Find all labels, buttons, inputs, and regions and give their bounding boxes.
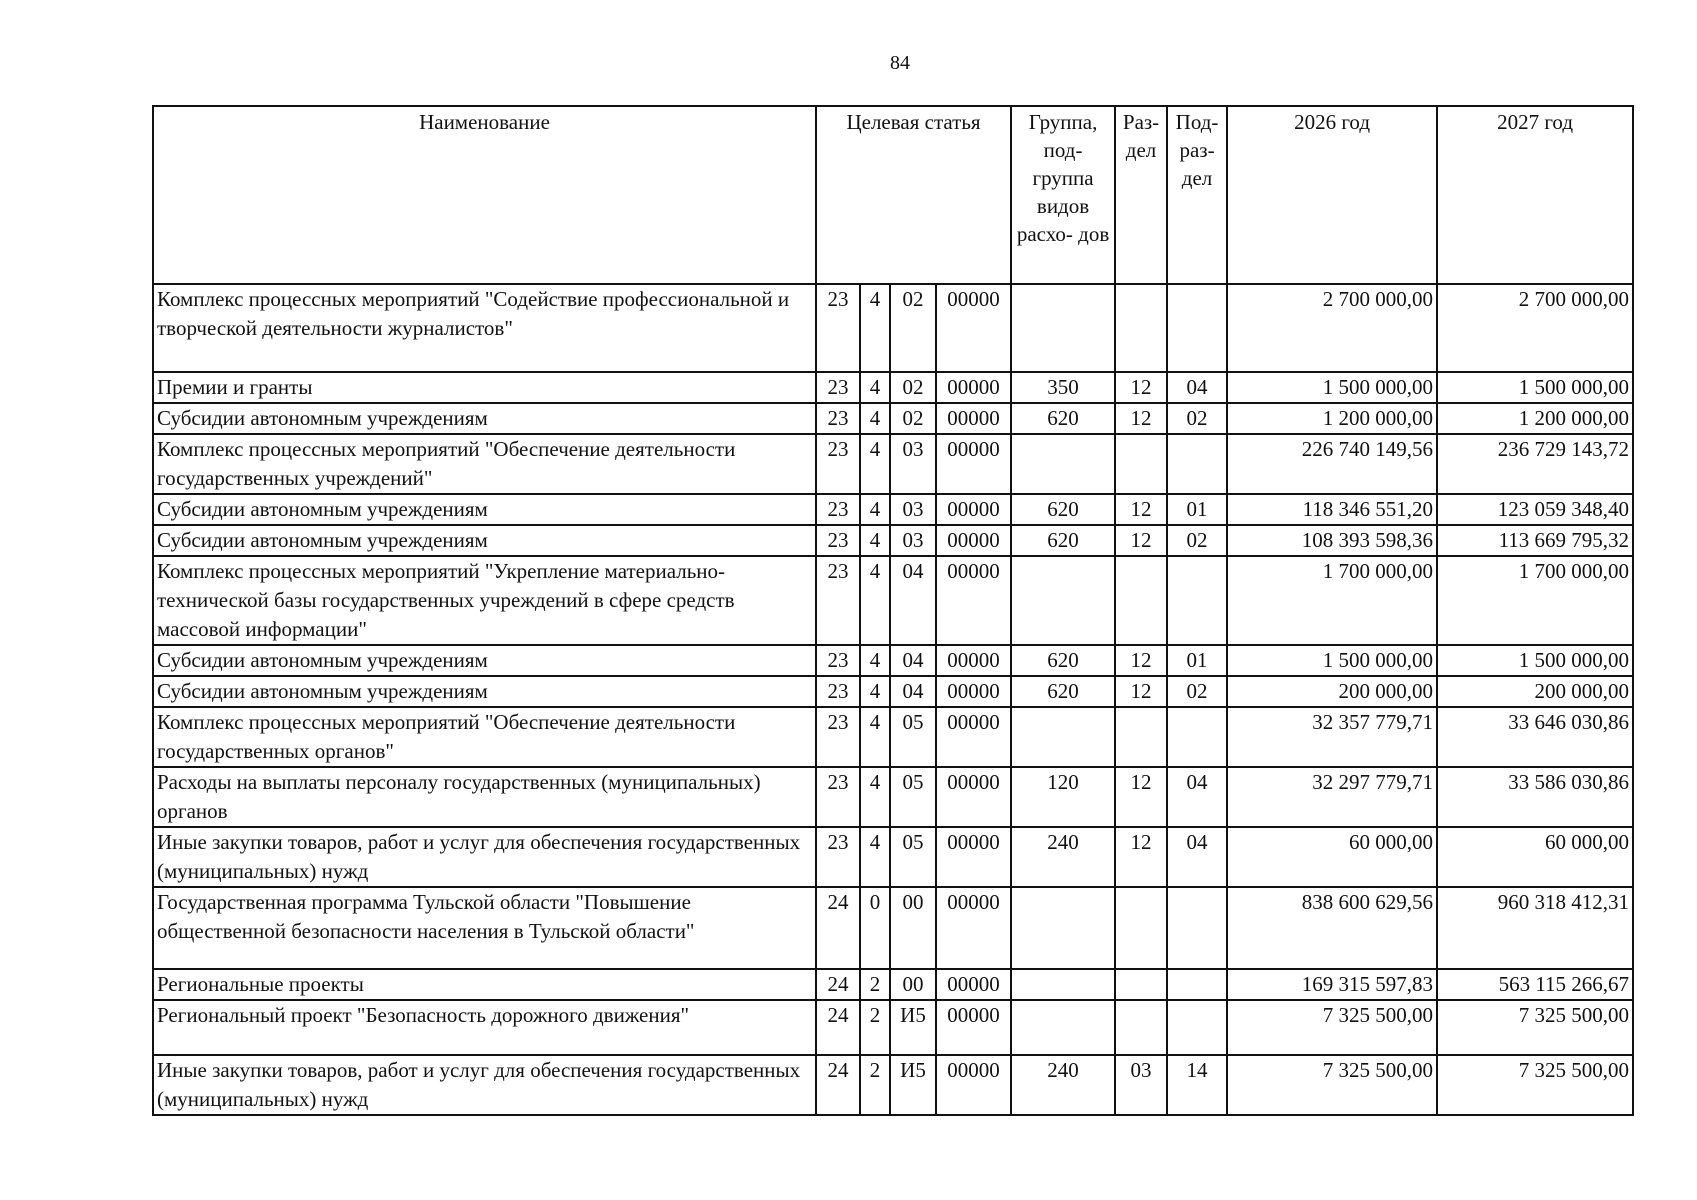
amount-2027: 1 500 000,00 bbox=[1437, 372, 1633, 403]
subsection-code bbox=[1167, 284, 1227, 372]
header-name: Наименование bbox=[153, 106, 816, 284]
table-row bbox=[153, 1055, 1633, 1115]
amount-2027: 7 325 500,00 bbox=[1437, 1055, 1633, 1115]
target-direction: 00000 bbox=[936, 403, 1011, 434]
expense-group: 120 bbox=[1011, 767, 1115, 827]
expense-group bbox=[1011, 284, 1115, 372]
amount-2027: 33 646 030,86 bbox=[1437, 707, 1633, 767]
section-code: 12 bbox=[1115, 403, 1167, 434]
target-subprogram: 4 bbox=[860, 525, 890, 556]
subsection-code: 14 bbox=[1167, 1055, 1227, 1115]
target-direction: 00000 bbox=[936, 827, 1011, 887]
amount-2026: 7 325 500,00 bbox=[1227, 1055, 1437, 1115]
section-code bbox=[1115, 434, 1167, 494]
expense-group: 620 bbox=[1011, 525, 1115, 556]
expense-group bbox=[1011, 707, 1115, 767]
section-code: 12 bbox=[1115, 767, 1167, 827]
header-expense-group: Группа, под- группа видов расхо- дов bbox=[1011, 106, 1115, 284]
target-event: 05 bbox=[890, 707, 936, 767]
amount-2026: 226 740 149,56 bbox=[1227, 434, 1437, 494]
amount-2026: 1 500 000,00 bbox=[1227, 372, 1437, 403]
target-direction: 00000 bbox=[936, 434, 1011, 494]
target-event: 05 bbox=[890, 767, 936, 827]
target-program: 23 bbox=[816, 707, 860, 767]
target-event: И5 bbox=[890, 1000, 936, 1055]
row-name: Государственная программа Тульской области "Повышение общественной безопасности населения в Тульской области" bbox=[153, 887, 816, 969]
target-direction: 00000 bbox=[936, 969, 1011, 1000]
row-name: Субсидии автономным учреждениям bbox=[153, 676, 816, 707]
subsection-code bbox=[1167, 887, 1227, 969]
amount-2026: 200 000,00 bbox=[1227, 676, 1437, 707]
section-code: 12 bbox=[1115, 372, 1167, 403]
target-direction: 00000 bbox=[936, 887, 1011, 969]
amount-2027: 113 669 795,32 bbox=[1437, 525, 1633, 556]
target-direction: 00000 bbox=[936, 707, 1011, 767]
section-code bbox=[1115, 556, 1167, 645]
amount-2027: 2 700 000,00 bbox=[1437, 284, 1633, 372]
target-event: 04 bbox=[890, 645, 936, 676]
amount-2027: 33 586 030,86 bbox=[1437, 767, 1633, 827]
header-year-2026: 2026 год bbox=[1227, 106, 1437, 284]
row-name: Субсидии автономным учреждениям bbox=[153, 645, 816, 676]
subsection-code: 02 bbox=[1167, 525, 1227, 556]
target-subprogram: 4 bbox=[860, 434, 890, 494]
target-program: 24 bbox=[816, 1055, 860, 1115]
table-row bbox=[153, 707, 1633, 767]
target-subprogram: 2 bbox=[860, 1055, 890, 1115]
target-subprogram: 2 bbox=[860, 969, 890, 1000]
amount-2027: 123 059 348,40 bbox=[1437, 494, 1633, 525]
section-code: 12 bbox=[1115, 525, 1167, 556]
subsection-code: 04 bbox=[1167, 372, 1227, 403]
target-event: 03 bbox=[890, 434, 936, 494]
target-event: 04 bbox=[890, 676, 936, 707]
amount-2026: 32 357 779,71 bbox=[1227, 707, 1437, 767]
target-subprogram: 0 bbox=[860, 887, 890, 969]
target-event: 02 bbox=[890, 284, 936, 372]
row-name: Комплекс процессных мероприятий "Обеспечение деятельности государственных учреждений" bbox=[153, 434, 816, 494]
row-name: Премии и гранты bbox=[153, 372, 816, 403]
amount-2026: 1 200 000,00 bbox=[1227, 403, 1437, 434]
row-name: Расходы на выплаты персоналу государственных (муниципальных) органов bbox=[153, 767, 816, 827]
row-name: Субсидии автономным учреждениям bbox=[153, 403, 816, 434]
amount-2027: 1 700 000,00 bbox=[1437, 556, 1633, 645]
target-subprogram: 4 bbox=[860, 556, 890, 645]
table-row bbox=[153, 556, 1633, 645]
amount-2026: 7 325 500,00 bbox=[1227, 1000, 1437, 1055]
amount-2027: 7 325 500,00 bbox=[1437, 1000, 1633, 1055]
target-subprogram: 2 bbox=[860, 1000, 890, 1055]
target-subprogram: 4 bbox=[860, 372, 890, 403]
target-subprogram: 4 bbox=[860, 494, 890, 525]
section-code: 03 bbox=[1115, 1055, 1167, 1115]
subsection-code: 04 bbox=[1167, 827, 1227, 887]
header-subsection: Под- раз- дел bbox=[1167, 106, 1227, 284]
subsection-code: 04 bbox=[1167, 767, 1227, 827]
section-code bbox=[1115, 887, 1167, 969]
table-row bbox=[153, 494, 1633, 525]
row-name: Региональные проекты bbox=[153, 969, 816, 1000]
target-event: И5 bbox=[890, 1055, 936, 1115]
expense-group bbox=[1011, 556, 1115, 645]
expense-group: 620 bbox=[1011, 676, 1115, 707]
target-event: 05 bbox=[890, 827, 936, 887]
expense-group: 620 bbox=[1011, 494, 1115, 525]
target-program: 23 bbox=[816, 676, 860, 707]
amount-2027: 60 000,00 bbox=[1437, 827, 1633, 887]
target-program: 23 bbox=[816, 434, 860, 494]
table-row bbox=[153, 372, 1633, 403]
target-direction: 00000 bbox=[936, 1055, 1011, 1115]
target-subprogram: 4 bbox=[860, 403, 890, 434]
amount-2027: 1 500 000,00 bbox=[1437, 645, 1633, 676]
table-row bbox=[153, 284, 1633, 372]
section-code bbox=[1115, 1000, 1167, 1055]
expense-group: 620 bbox=[1011, 645, 1115, 676]
table-row bbox=[153, 1000, 1633, 1055]
target-event: 02 bbox=[890, 403, 936, 434]
section-code bbox=[1115, 707, 1167, 767]
target-program: 23 bbox=[816, 403, 860, 434]
amount-2026: 118 346 551,20 bbox=[1227, 494, 1437, 525]
header-year-2027: 2027 год bbox=[1437, 106, 1633, 284]
table-row bbox=[153, 676, 1633, 707]
table-row bbox=[153, 645, 1633, 676]
expense-group: 350 bbox=[1011, 372, 1115, 403]
amount-2027: 563 115 266,67 bbox=[1437, 969, 1633, 1000]
target-program: 23 bbox=[816, 767, 860, 827]
amount-2026: 169 315 597,83 bbox=[1227, 969, 1437, 1000]
table-header-row bbox=[153, 106, 1633, 284]
row-name: Комплекс процессных мероприятий "Укрепление материально-технической базы государственных учреждений в сфере средств массовой информации" bbox=[153, 556, 816, 645]
amount-2026: 2 700 000,00 bbox=[1227, 284, 1437, 372]
target-event: 00 bbox=[890, 969, 936, 1000]
section-code: 12 bbox=[1115, 494, 1167, 525]
row-name: Комплекс процессных мероприятий "Содействие профессиональной и творческой деятельности журналистов" bbox=[153, 284, 816, 372]
table-row bbox=[153, 767, 1633, 827]
section-code: 12 bbox=[1115, 645, 1167, 676]
amount-2027: 1 200 000,00 bbox=[1437, 403, 1633, 434]
table-row bbox=[153, 887, 1633, 969]
table-row bbox=[153, 525, 1633, 556]
target-event: 03 bbox=[890, 494, 936, 525]
target-subprogram: 4 bbox=[860, 767, 890, 827]
section-code: 12 bbox=[1115, 676, 1167, 707]
amount-2027: 236 729 143,72 bbox=[1437, 434, 1633, 494]
subsection-code bbox=[1167, 969, 1227, 1000]
section-code bbox=[1115, 284, 1167, 372]
target-program: 23 bbox=[816, 525, 860, 556]
target-event: 04 bbox=[890, 556, 936, 645]
target-event: 02 bbox=[890, 372, 936, 403]
expense-group: 240 bbox=[1011, 1055, 1115, 1115]
row-name: Субсидии автономным учреждениям bbox=[153, 525, 816, 556]
amount-2027: 960 318 412,31 bbox=[1437, 887, 1633, 969]
header-section: Раз- дел bbox=[1115, 106, 1167, 284]
target-direction: 00000 bbox=[936, 284, 1011, 372]
header-target-article: Целевая статья bbox=[816, 106, 1011, 284]
target-program: 24 bbox=[816, 887, 860, 969]
amount-2026: 60 000,00 bbox=[1227, 827, 1437, 887]
target-program: 24 bbox=[816, 1000, 860, 1055]
target-direction: 00000 bbox=[936, 556, 1011, 645]
target-event: 03 bbox=[890, 525, 936, 556]
subsection-code bbox=[1167, 1000, 1227, 1055]
expense-group bbox=[1011, 1000, 1115, 1055]
section-code bbox=[1115, 969, 1167, 1000]
amount-2026: 838 600 629,56 bbox=[1227, 887, 1437, 969]
row-name: Региональный проект "Безопасность дорожного движения" bbox=[153, 1000, 816, 1055]
amount-2026: 1 700 000,00 bbox=[1227, 556, 1437, 645]
table-row bbox=[153, 969, 1633, 1000]
expense-group bbox=[1011, 887, 1115, 969]
amount-2026: 1 500 000,00 bbox=[1227, 645, 1437, 676]
target-program: 23 bbox=[816, 645, 860, 676]
table-row bbox=[153, 434, 1633, 494]
target-program: 24 bbox=[816, 969, 860, 1000]
target-program: 23 bbox=[816, 827, 860, 887]
target-program: 23 bbox=[816, 556, 860, 645]
target-direction: 00000 bbox=[936, 645, 1011, 676]
target-direction: 00000 bbox=[936, 372, 1011, 403]
target-subprogram: 4 bbox=[860, 676, 890, 707]
target-direction: 00000 bbox=[936, 676, 1011, 707]
page-number: 84 bbox=[890, 52, 910, 74]
table-body bbox=[153, 284, 1633, 1115]
subsection-code bbox=[1167, 434, 1227, 494]
subsection-code: 01 bbox=[1167, 494, 1227, 525]
subsection-code bbox=[1167, 556, 1227, 645]
target-subprogram: 4 bbox=[860, 284, 890, 372]
target-direction: 00000 bbox=[936, 767, 1011, 827]
target-program: 23 bbox=[816, 372, 860, 403]
target-program: 23 bbox=[816, 494, 860, 525]
subsection-code: 02 bbox=[1167, 676, 1227, 707]
subsection-code: 02 bbox=[1167, 403, 1227, 434]
target-subprogram: 4 bbox=[860, 707, 890, 767]
expense-group bbox=[1011, 434, 1115, 494]
target-event: 00 bbox=[890, 887, 936, 969]
row-name: Комплекс процессных мероприятий "Обеспечение деятельности государственных органов" bbox=[153, 707, 816, 767]
expense-group bbox=[1011, 969, 1115, 1000]
expense-group: 620 bbox=[1011, 403, 1115, 434]
target-direction: 00000 bbox=[936, 494, 1011, 525]
table-row bbox=[153, 827, 1633, 887]
target-subprogram: 4 bbox=[860, 645, 890, 676]
amount-2026: 108 393 598,36 bbox=[1227, 525, 1437, 556]
subsection-code: 01 bbox=[1167, 645, 1227, 676]
table-row bbox=[153, 403, 1633, 434]
expense-group: 240 bbox=[1011, 827, 1115, 887]
target-direction: 00000 bbox=[936, 1000, 1011, 1055]
row-name: Субсидии автономным учреждениям bbox=[153, 494, 816, 525]
budget-table bbox=[152, 105, 1634, 1116]
amount-2027: 200 000,00 bbox=[1437, 676, 1633, 707]
row-name: Иные закупки товаров, работ и услуг для обеспечения государственных (муниципальных) нужд bbox=[153, 1055, 816, 1115]
subsection-code bbox=[1167, 707, 1227, 767]
row-name: Иные закупки товаров, работ и услуг для обеспечения государственных (муниципальных) нужд bbox=[153, 827, 816, 887]
target-subprogram: 4 bbox=[860, 827, 890, 887]
amount-2026: 32 297 779,71 bbox=[1227, 767, 1437, 827]
section-code: 12 bbox=[1115, 827, 1167, 887]
target-direction: 00000 bbox=[936, 525, 1011, 556]
target-program: 23 bbox=[816, 284, 860, 372]
